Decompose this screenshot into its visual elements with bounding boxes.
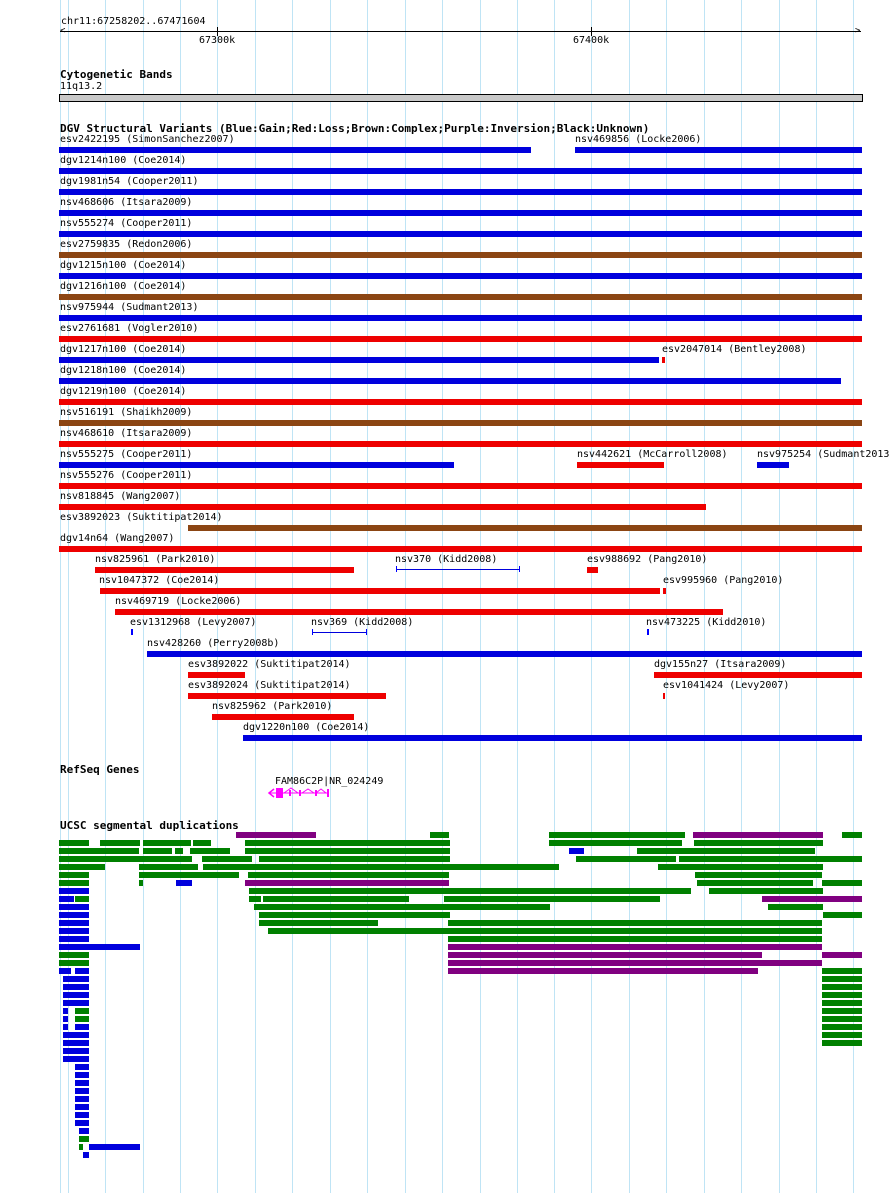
dgv-feature-bar[interactable]: [59, 504, 706, 510]
dgv-feature-bar[interactable]: [100, 588, 660, 594]
grid-line: [629, 0, 630, 1193]
dgv-feature-line[interactable]: [396, 569, 519, 570]
segdup-feature[interactable]: [59, 928, 89, 934]
segdup-feature[interactable]: [822, 1016, 862, 1022]
dgv-feature-tick: [312, 629, 313, 635]
dgv-feature-bar[interactable]: [59, 210, 862, 216]
segdup-feature[interactable]: [842, 832, 862, 838]
dgv-feature-bar[interactable]: [59, 357, 659, 363]
position-label: chr11:67258202..67471604: [61, 16, 206, 27]
dgv-feature-bar[interactable]: [663, 693, 665, 699]
dgv-feature-bar[interactable]: [59, 147, 531, 153]
segdup-feature[interactable]: [202, 856, 252, 862]
dgv-feature-tick: [519, 566, 520, 572]
segdup-feature[interactable]: [576, 856, 676, 862]
grid-line: [779, 0, 780, 1193]
gene-exon: [276, 788, 283, 798]
grid-line: [554, 0, 555, 1193]
segdup-feature[interactable]: [549, 840, 682, 846]
segdup-feature[interactable]: [59, 912, 89, 918]
segdup-feature[interactable]: [448, 904, 550, 910]
ruler-left-arrow: <: [60, 26, 66, 36]
dgv-feature-label[interactable]: esv995960 (Pang2010): [663, 575, 784, 586]
dgv-feature-label[interactable]: nsv555275 (Cooper2011): [60, 449, 193, 460]
ruler-tick-label: 67400k: [573, 35, 610, 46]
grid-line: [330, 0, 331, 1193]
segdup-feature[interactable]: [79, 1128, 89, 1134]
segdup-feature[interactable]: [822, 968, 862, 974]
dgv-feature-label[interactable]: nsv516191 (Shaikh2009): [60, 407, 193, 418]
dgv-feature-tick[interactable]: [647, 629, 649, 635]
segdup-feature[interactable]: [63, 1040, 89, 1046]
segdup-feature[interactable]: [697, 880, 813, 886]
dgv-feature-label[interactable]: dgv1215n100 (Coe2014): [60, 260, 187, 271]
dgv-feature-label[interactable]: nsv442621 (McCarroll2008): [577, 449, 728, 460]
grid-line: [405, 0, 406, 1193]
segdup-feature[interactable]: [75, 1088, 89, 1094]
dgv-feature-label[interactable]: esv2761681 (Vogler2010): [60, 323, 199, 334]
dgv-feature-label[interactable]: esv3892024 (Suktitipat2014): [188, 680, 351, 691]
dgv-feature-bar[interactable]: [59, 168, 862, 174]
segdup-feature[interactable]: [89, 1144, 140, 1150]
dgv-feature-label[interactable]: dgv1219n100 (Coe2014): [60, 386, 187, 397]
gene-model[interactable]: [266, 786, 332, 800]
segdup-feature[interactable]: [249, 896, 261, 902]
segdup-feature[interactable]: [193, 840, 211, 846]
segdup-feature[interactable]: [59, 880, 89, 886]
segdup-feature[interactable]: [79, 1144, 83, 1150]
dgv-feature-tick[interactable]: [131, 629, 133, 635]
grid-line: [853, 0, 854, 1193]
dgv-feature-bar[interactable]: [587, 567, 598, 573]
segdup-feature[interactable]: [679, 856, 822, 862]
segdup-feature[interactable]: [245, 840, 450, 846]
segdup-feature[interactable]: [762, 896, 862, 902]
segdup-feature[interactable]: [175, 848, 183, 854]
grid-line: [517, 0, 518, 1193]
segdup-feature[interactable]: [63, 1008, 68, 1014]
gene-exon: [327, 789, 329, 797]
dgv-feature-bar[interactable]: [188, 693, 386, 699]
segdup-feature[interactable]: [448, 968, 758, 974]
segdup-feature[interactable]: [444, 896, 660, 902]
segdup-feature[interactable]: [75, 1096, 89, 1102]
segdup-feature[interactable]: [59, 864, 105, 870]
dgv-feature-label[interactable]: esv988692 (Pang2010): [587, 554, 708, 565]
segdup-feature[interactable]: [75, 1080, 89, 1086]
dgv-feature-label[interactable]: esv3892022 (Suktitipat2014): [188, 659, 351, 670]
grid-line: [292, 0, 293, 1193]
dgv-feature-bar[interactable]: [147, 651, 862, 657]
segdup-feature[interactable]: [75, 1072, 89, 1078]
segdup-feature[interactable]: [176, 880, 192, 886]
segdup-feature[interactable]: [259, 912, 450, 918]
dgv-feature-label[interactable]: esv2759835 (Redon2006): [60, 239, 193, 250]
grid-line: [367, 0, 368, 1193]
segdup-feature[interactable]: [822, 984, 862, 990]
dgv-feature-label[interactable]: nsv468610 (Itsara2009): [60, 428, 193, 439]
segdup-feature[interactable]: [75, 968, 89, 974]
dgv-feature-label[interactable]: nsv975254 (Sudmant2013: [757, 449, 890, 460]
segdup-feature[interactable]: [75, 1120, 89, 1126]
segdup-feature[interactable]: [448, 920, 822, 926]
dgv-feature-bar[interactable]: [577, 462, 664, 468]
gene-exon: [289, 790, 291, 796]
dgv-feature-label[interactable]: dgv14n64 (Wang2007): [60, 533, 175, 544]
dgv-feature-bar[interactable]: [59, 273, 862, 279]
segdup-feature[interactable]: [658, 864, 823, 870]
segdup-feature[interactable]: [59, 872, 89, 878]
segdup-feature[interactable]: [768, 904, 823, 910]
segdup-feature[interactable]: [63, 1032, 89, 1038]
segdup-feature[interactable]: [139, 864, 198, 870]
dgv-feature-bar[interactable]: [59, 378, 841, 384]
segdup-feature[interactable]: [822, 880, 862, 886]
dgv-feature-bar[interactable]: [59, 441, 862, 447]
dgv-feature-label[interactable]: esv2422195 (SimonSanchez2007): [60, 134, 235, 145]
segdup-feature[interactable]: [694, 840, 823, 846]
dgv-feature-label[interactable]: esv2047014 (Bentley2008): [662, 344, 807, 355]
dgv-feature-bar[interactable]: [59, 336, 862, 342]
dgv-feature-bar[interactable]: [663, 588, 666, 594]
segdup-feature[interactable]: [236, 832, 316, 838]
segdup-feature[interactable]: [823, 912, 862, 918]
segdup-feature[interactable]: [75, 1064, 89, 1070]
track-title: Cytogenetic Bands: [60, 68, 173, 81]
dgv-feature-label[interactable]: nsv825962 (Park2010): [212, 701, 333, 712]
gene-exon: [315, 790, 317, 796]
segdup-feature[interactable]: [63, 1000, 89, 1006]
segdup-feature[interactable]: [63, 1056, 89, 1062]
dgv-feature-label[interactable]: nsv555276 (Cooper2011): [60, 470, 193, 481]
dgv-feature-bar[interactable]: [243, 735, 862, 741]
segdup-feature[interactable]: [75, 1112, 89, 1118]
segdup-feature[interactable]: [263, 896, 409, 902]
segdup-feature[interactable]: [59, 848, 139, 854]
segdup-feature[interactable]: [59, 960, 89, 966]
dgv-feature-bar[interactable]: [59, 546, 862, 552]
segdup-feature[interactable]: [822, 856, 862, 862]
grid-line: [442, 0, 443, 1193]
segdup-feature[interactable]: [59, 896, 74, 902]
segdup-feature[interactable]: [143, 848, 172, 854]
segdup-feature[interactable]: [822, 1008, 862, 1014]
dgv-feature-bar[interactable]: [757, 462, 789, 468]
segdup-feature[interactable]: [822, 992, 862, 998]
dgv-feature-label[interactable]: esv1312968 (Levy2007): [130, 617, 257, 628]
segdup-feature[interactable]: [59, 936, 89, 942]
dgv-feature-label[interactable]: dgv1216n100 (Coe2014): [60, 281, 187, 292]
dgv-feature-label[interactable]: nsv555274 (Cooper2011): [60, 218, 193, 229]
segdup-feature[interactable]: [822, 1024, 862, 1030]
segdup-feature[interactable]: [822, 976, 862, 982]
ruler-axis: [60, 31, 861, 32]
dgv-feature-bar[interactable]: [59, 462, 454, 468]
segdup-feature[interactable]: [249, 888, 691, 894]
segdup-feature[interactable]: [79, 1136, 89, 1142]
dgv-feature-bar[interactable]: [188, 672, 245, 678]
segdup-feature[interactable]: [709, 888, 823, 894]
dgv-feature-label[interactable]: dgv1214n100 (Coe2014): [60, 155, 187, 166]
segdup-feature[interactable]: [59, 856, 192, 862]
dgv-feature-bar[interactable]: [188, 525, 862, 531]
track-title: UCSC segmental duplications: [60, 819, 239, 832]
dgv-feature-label[interactable]: esv1041424 (Levy2007): [663, 680, 790, 691]
gene-intron: [302, 789, 314, 793]
dgv-feature-bar[interactable]: [115, 609, 723, 615]
track-title: RefSeq Genes: [60, 763, 140, 776]
segdup-feature[interactable]: [448, 952, 762, 958]
dgv-feature-bar[interactable]: [59, 420, 862, 426]
dgv-feature-label[interactable]: nsv975944 (Sudmant2013): [60, 302, 199, 313]
segdup-feature[interactable]: [63, 992, 89, 998]
dgv-feature-label[interactable]: dgv1981n54 (Cooper2011): [60, 176, 199, 187]
dgv-feature-bar[interactable]: [59, 189, 862, 195]
segdup-feature[interactable]: [259, 856, 450, 862]
segdup-feature[interactable]: [75, 896, 89, 902]
dgv-feature-label[interactable]: dgv1218n100 (Coe2014): [60, 365, 187, 376]
gene-label[interactable]: FAM86C2P|NR_024249: [275, 776, 384, 787]
segdup-feature[interactable]: [695, 872, 822, 878]
dgv-feature-bar[interactable]: [662, 357, 665, 363]
segdup-feature[interactable]: [448, 944, 822, 950]
segdup-feature[interactable]: [59, 888, 89, 894]
segdup-feature[interactable]: [75, 1016, 89, 1022]
grid-line: [480, 0, 481, 1193]
segdup-feature[interactable]: [75, 1104, 89, 1110]
segdup-feature[interactable]: [245, 848, 450, 854]
ruler-tick-label: 67300k: [199, 35, 236, 46]
segdup-feature[interactable]: [63, 1048, 89, 1054]
segdup-feature[interactable]: [59, 944, 140, 950]
grid-line: [704, 0, 705, 1193]
dgv-feature-tick: [396, 566, 397, 572]
segdup-feature[interactable]: [448, 936, 822, 942]
segdup-feature[interactable]: [693, 832, 823, 838]
segdup-feature[interactable]: [75, 1024, 89, 1030]
segdup-feature[interactable]: [143, 840, 191, 846]
dgv-feature-label[interactable]: nsv818845 (Wang2007): [60, 491, 181, 502]
dgv-feature-label[interactable]: dgv155n27 (Itsara2009): [654, 659, 787, 670]
dgv-feature-bar[interactable]: [575, 147, 862, 153]
segdup-feature[interactable]: [75, 1008, 89, 1014]
dgv-feature-label[interactable]: dgv1220n100 (Coe2014): [243, 722, 370, 733]
segdup-feature[interactable]: [59, 968, 71, 974]
dgv-feature-label[interactable]: esv3892023 (Suktitipat2014): [60, 512, 223, 523]
dgv-feature-label[interactable]: nsv825961 (Park2010): [95, 554, 216, 565]
dgv-feature-label[interactable]: nsv428260 (Perry2008b): [147, 638, 280, 649]
dgv-feature-label[interactable]: nsv469856 (Locke2006): [575, 134, 702, 145]
dgv-feature-bar[interactable]: [212, 714, 354, 720]
segdup-feature[interactable]: [268, 928, 822, 934]
dgv-feature-bar[interactable]: [59, 294, 862, 300]
segdup-feature[interactable]: [448, 960, 822, 966]
dgv-feature-bar[interactable]: [59, 399, 862, 405]
dgv-feature-label[interactable]: nsv369 (Kidd2008): [311, 617, 414, 628]
track-title: DGV Structural Variants (Blue:Gain;Red:Loss;Brown:Complex;Purple:Inversion;Black:Unknown): [60, 122, 650, 135]
ruler-right-arrow: >: [855, 26, 861, 36]
dgv-feature-bar[interactable]: [59, 483, 862, 489]
dgv-feature-label[interactable]: dgv1217n100 (Coe2014): [60, 344, 187, 355]
dgv-feature-tick: [366, 629, 367, 635]
segdup-feature[interactable]: [59, 920, 89, 926]
segdup-feature[interactable]: [63, 984, 89, 990]
dgv-feature-label[interactable]: nsv473225 (Kidd2010): [646, 617, 767, 628]
grid-line: [591, 0, 592, 1193]
segdup-feature[interactable]: [637, 848, 815, 854]
segdup-feature[interactable]: [139, 872, 239, 878]
dgv-feature-line[interactable]: [312, 632, 366, 633]
segdup-feature[interactable]: [822, 1032, 862, 1038]
segdup-feature[interactable]: [254, 904, 450, 910]
dgv-feature-label[interactable]: nsv370 (Kidd2008): [395, 554, 498, 565]
segdup-feature[interactable]: [549, 832, 685, 838]
cytoband-bar[interactable]: [59, 94, 863, 102]
dgv-feature-label[interactable]: nsv1047372 (Coe2014): [99, 575, 220, 586]
segdup-feature[interactable]: [569, 848, 584, 854]
grid-line: [816, 0, 817, 1193]
dgv-feature-label[interactable]: nsv469719 (Locke2006): [115, 596, 242, 607]
dgv-feature-bar[interactable]: [95, 567, 354, 573]
segdup-feature[interactable]: [63, 976, 89, 982]
segdup-feature[interactable]: [59, 952, 89, 958]
segdup-feature[interactable]: [100, 840, 140, 846]
segdup-feature[interactable]: [63, 1024, 68, 1030]
dgv-feature-bar[interactable]: [59, 252, 862, 258]
segdup-feature[interactable]: [63, 1016, 68, 1022]
dgv-feature-bar[interactable]: [654, 672, 862, 678]
segdup-feature[interactable]: [190, 848, 230, 854]
grid-line: [666, 0, 667, 1193]
segdup-feature[interactable]: [822, 952, 862, 958]
segdup-feature[interactable]: [248, 872, 449, 878]
gene-exon: [299, 790, 301, 796]
segdup-feature[interactable]: [59, 904, 89, 910]
segdup-feature[interactable]: [139, 880, 143, 886]
grid-line: [741, 0, 742, 1193]
segdup-feature[interactable]: [430, 832, 449, 838]
dgv-feature-label[interactable]: nsv468606 (Itsara2009): [60, 197, 193, 208]
segdup-feature[interactable]: [822, 1000, 862, 1006]
grid-line: [255, 0, 256, 1193]
segdup-feature[interactable]: [59, 840, 89, 846]
segdup-feature[interactable]: [83, 1152, 89, 1158]
gene-intron: [316, 789, 326, 793]
band-label: 11q13.2: [60, 81, 103, 92]
segdup-feature[interactable]: [203, 864, 559, 870]
segdup-feature[interactable]: [245, 880, 449, 886]
dgv-feature-bar[interactable]: [59, 231, 862, 237]
dgv-feature-bar[interactable]: [59, 315, 862, 321]
segdup-feature[interactable]: [822, 1040, 862, 1046]
segdup-feature[interactable]: [259, 920, 378, 926]
